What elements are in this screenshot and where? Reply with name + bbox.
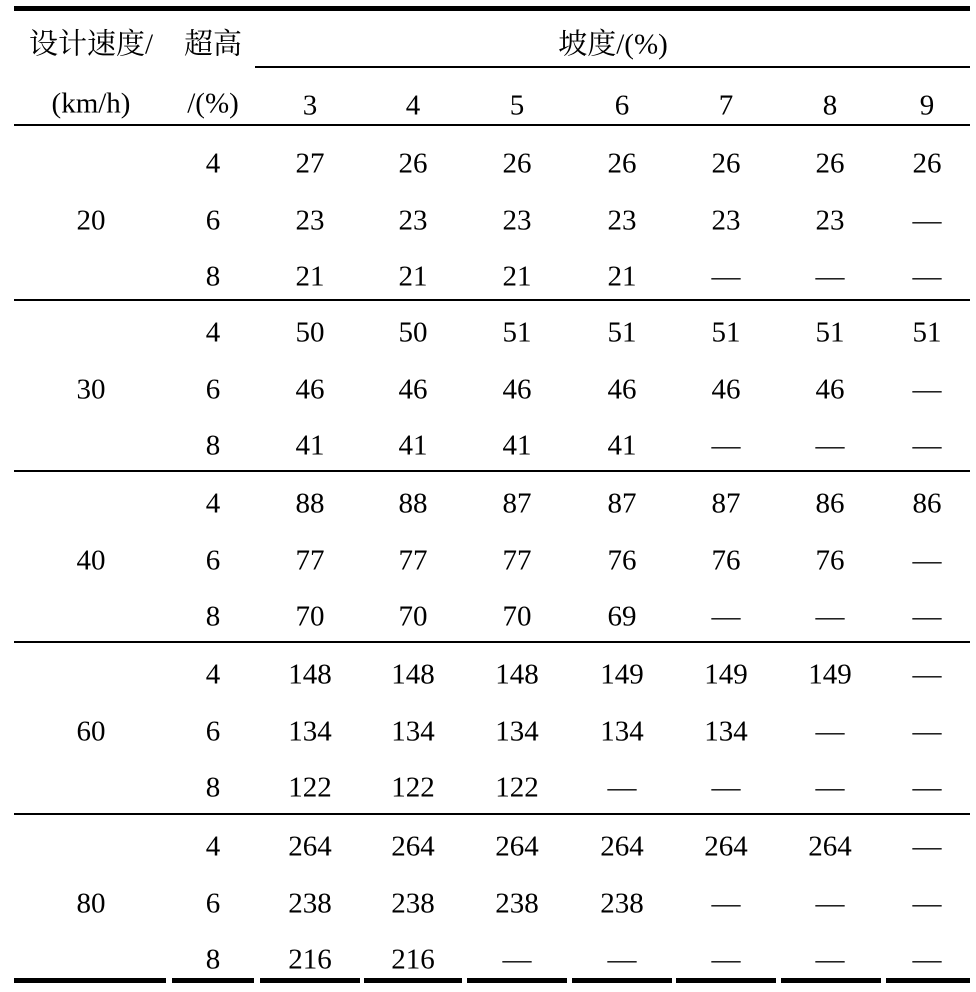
table-cell: — [711,887,741,919]
superelevation-value: 8 [205,260,221,293]
bottom-rule-segment [260,978,360,983]
table-cell: 69 [607,600,637,633]
table-cell: — [912,887,942,919]
table-cell: 87 [502,487,532,520]
bottom-rule-segment [364,978,462,983]
top-rule [14,6,970,11]
speed-header-line1: 设计速度/ [28,28,154,61]
table-cell: — [912,771,942,804]
grade-value-header: 9 [919,89,935,122]
table-cell: — [815,943,845,976]
table-cell: — [912,658,942,691]
superelevation-value: 4 [205,487,221,520]
table-cell: 21 [398,260,428,293]
table-cell: — [815,887,845,919]
table-cell: 134 [600,715,644,747]
table-cell: 149 [600,658,644,691]
table-cell: 86 [815,487,845,520]
table-cell: 134 [495,715,539,747]
table-cell: 46 [295,373,325,405]
table-cell: 51 [502,316,532,349]
speed-value: 40 [76,544,106,576]
table-cell: 87 [711,487,741,520]
table-cell: — [912,830,942,863]
table-cell: 41 [607,429,637,462]
superelevation-value: 6 [205,204,221,236]
table-cell: 149 [808,658,852,691]
header-bottom-rule [14,124,970,126]
table-cell: 264 [808,830,852,863]
superelevation-value: 4 [205,830,221,863]
table-cell: 26 [607,147,637,180]
superelevation-value: 6 [205,544,221,576]
group-separator-rule [14,470,970,472]
table-cell: 216 [288,943,332,976]
table-cell: — [711,260,741,293]
grade-header-rule [255,66,970,68]
superelevation-value: 8 [205,771,221,804]
table-cell: 76 [815,544,845,576]
group-separator-rule [14,299,970,301]
table-cell: 264 [288,830,332,863]
table-cell: — [815,429,845,462]
table-cell: — [815,600,845,633]
table-cell: 264 [391,830,435,863]
superelevation-value: 6 [205,887,221,919]
table-cell: 87 [607,487,637,520]
table-cell: — [815,715,845,747]
table-cell: 46 [607,373,637,405]
table-cell: 46 [815,373,845,405]
table-cell: 21 [607,260,637,293]
speed-value: 30 [76,373,106,405]
table-cell: 122 [391,771,435,804]
table-cell: 264 [600,830,644,863]
table-cell: 21 [295,260,325,293]
table-cell: 88 [398,487,428,520]
table-cell: 86 [912,487,942,520]
table-cell: — [912,260,942,293]
table-cell: 77 [398,544,428,576]
table-cell: 51 [711,316,741,349]
table-cell: 23 [607,204,637,236]
table-cell: — [912,943,942,976]
table-cell: 149 [704,658,748,691]
table-cell: 148 [495,658,539,691]
table-cell: 76 [711,544,741,576]
table-cell: 238 [495,887,539,919]
table-cell: 134 [288,715,332,747]
table-cell: 51 [607,316,637,349]
table-cell: 70 [398,600,428,633]
table-cell: 77 [295,544,325,576]
grade-value-header: 8 [822,89,838,122]
table-cell: 216 [391,943,435,976]
table-cell: 26 [502,147,532,180]
table-cell: 46 [502,373,532,405]
table-cell: 41 [398,429,428,462]
superelevation-value: 4 [205,658,221,691]
table-cell: 23 [502,204,532,236]
table-cell: 238 [288,887,332,919]
speed-value: 60 [76,715,106,747]
table-cell: — [912,544,942,576]
grade-value-header: 4 [405,89,421,122]
table-cell: 21 [502,260,532,293]
table-cell: 76 [607,544,637,576]
superelevation-value: 8 [205,600,221,633]
table-cell: 122 [288,771,332,804]
table-cell: 26 [398,147,428,180]
bottom-rule-segment [14,978,166,983]
table-cell: 23 [815,204,845,236]
table-cell: — [711,943,741,976]
table-cell: 238 [600,887,644,919]
table-cell: 70 [295,600,325,633]
table-cell: 23 [711,204,741,236]
table-cell: 51 [912,316,942,349]
bottom-rule-segment [781,978,881,983]
table-cell: 264 [704,830,748,863]
grade-value-header: 6 [614,89,630,122]
table-cell: — [912,204,942,236]
superelevation-value: 4 [205,147,221,180]
table-cell: 50 [295,316,325,349]
superelevation-header-line1: 超高 [183,28,243,61]
speed-header-line2: (km/h) [51,87,131,120]
table-cell: — [912,373,942,405]
group-separator-rule [14,641,970,643]
table-cell: 264 [495,830,539,863]
table-cell: — [912,600,942,633]
table-cell: 148 [288,658,332,691]
table-cell: — [815,771,845,804]
table-cell: — [711,600,741,633]
table-cell: — [815,260,845,293]
bottom-rule-segment [572,978,672,983]
grade-header: 坡度/(%) [558,28,668,61]
superelevation-value: 8 [205,429,221,462]
grade-value-header: 3 [302,89,318,122]
table-cell: 23 [295,204,325,236]
speed-value: 80 [76,887,106,919]
table-cell: 46 [711,373,741,405]
table-cell: — [607,943,637,976]
superelevation-header-line2: /(%) [187,87,239,120]
table-cell: 46 [398,373,428,405]
table-cell: — [711,771,741,804]
table-cell: 51 [815,316,845,349]
table-cell: 27 [295,147,325,180]
table-cell: — [607,771,637,804]
superelevation-value: 6 [205,715,221,747]
grade-value-header: 5 [509,89,525,122]
table-cell: 23 [398,204,428,236]
superelevation-value: 6 [205,373,221,405]
table-cell: 26 [711,147,741,180]
superelevation-value: 8 [205,943,221,976]
table-cell: 41 [295,429,325,462]
table-cell: 148 [391,658,435,691]
bottom-rule-segment [886,978,970,983]
speed-value: 20 [76,204,106,236]
table-cell: 122 [495,771,539,804]
group-separator-rule [14,813,970,815]
table-cell: — [912,429,942,462]
superelevation-value: 4 [205,316,221,349]
bottom-rule-segment [172,978,254,983]
table-cell: 41 [502,429,532,462]
table-cell: — [711,429,741,462]
table-cell: 134 [391,715,435,747]
table-cell: 26 [815,147,845,180]
table-cell: 70 [502,600,532,633]
grade-value-header: 7 [718,89,734,122]
data-table [14,0,970,992]
table-cell: 77 [502,544,532,576]
bottom-rule-segment [676,978,776,983]
table-cell: — [912,715,942,747]
bottom-rule-segment [467,978,567,983]
table-cell: 26 [912,147,942,180]
table-cell: — [502,943,532,976]
table-cell: 88 [295,487,325,520]
table-cell: 50 [398,316,428,349]
table-cell: 238 [391,887,435,919]
table-cell: 134 [704,715,748,747]
